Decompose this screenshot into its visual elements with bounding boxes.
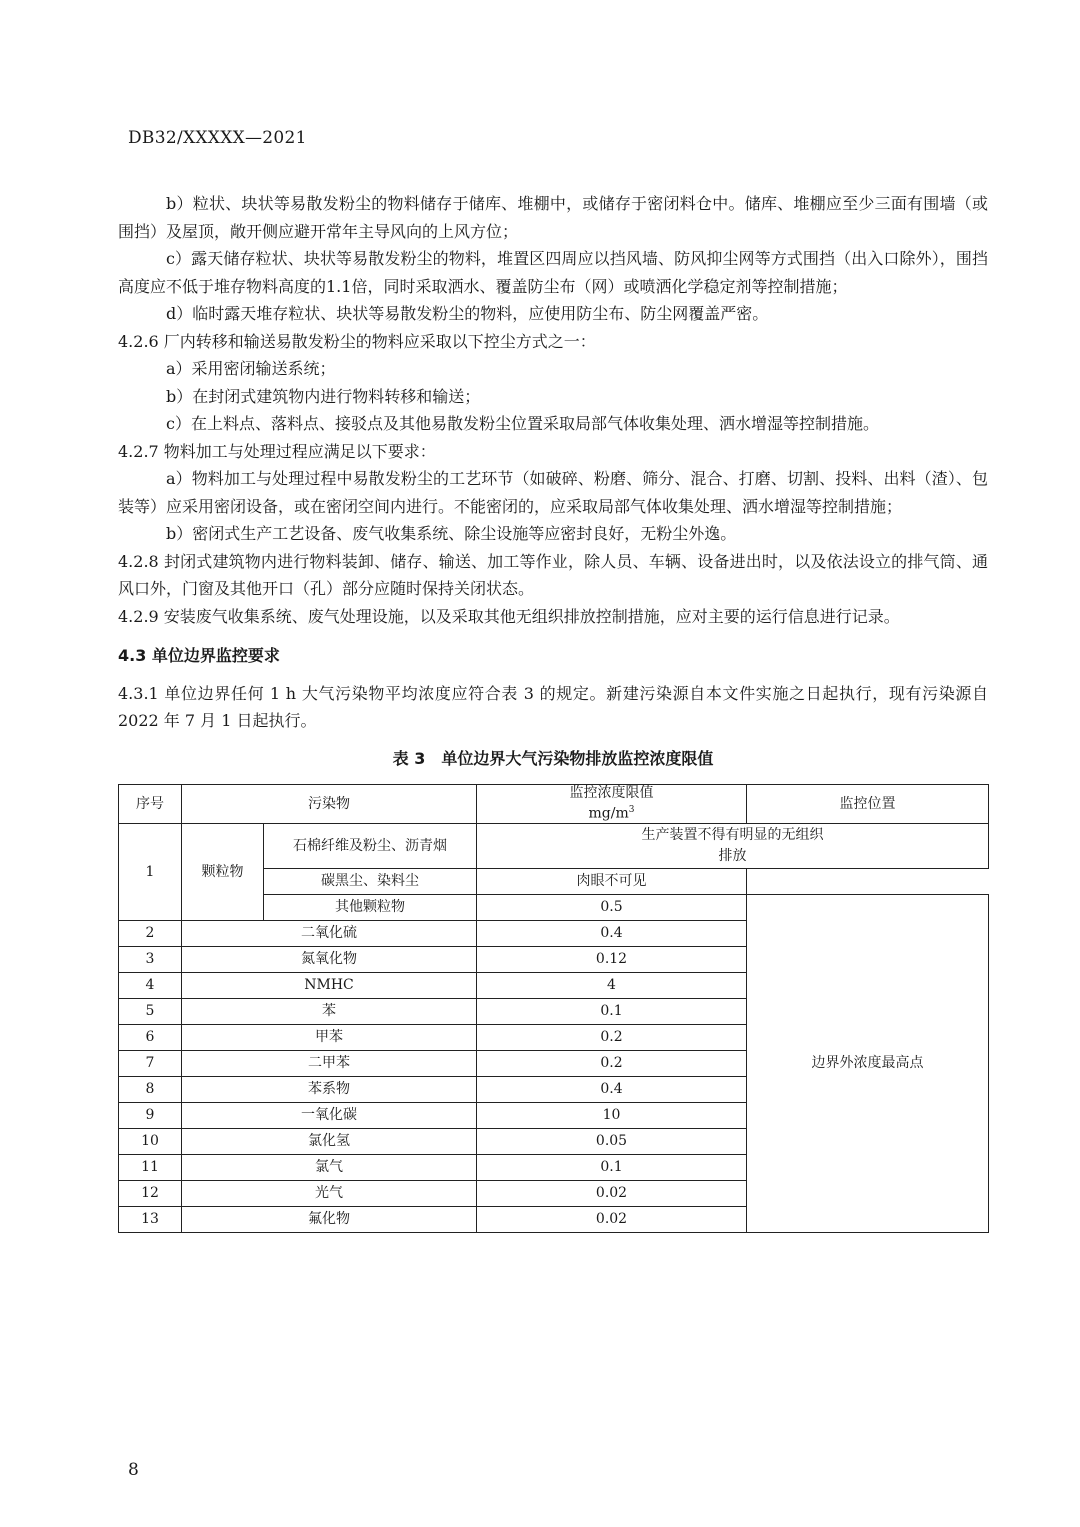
limit-cell: 0.02 (477, 1207, 747, 1233)
pollutant-cell: 氯化氢 (182, 1129, 477, 1155)
pollutant-cell: 甲苯 (182, 1025, 477, 1051)
limit-cell: 0.2 (477, 1051, 747, 1077)
pollutant-cell: 光气 (182, 1181, 477, 1207)
row-no-cell: 1 (119, 824, 182, 921)
limit-cell: 肉眼不可见 (477, 869, 747, 895)
paragraph: c）在上料点、落料点、接驳点及其他易散发粉尘位置采取局部气体收集处理、洒水增湿等控制措施。 (166, 414, 879, 433)
pollutant-cell: 石棉纤维及粉尘、沥青烟 (264, 824, 477, 869)
row-no-cell: 4 (119, 973, 182, 999)
table-header-row (119, 785, 989, 824)
position-cell: 边界外浓度最高点 (747, 895, 989, 1233)
paragraph: 4.2.6 厂内转移和输送易散发粉尘的物料应采取以下控尘方式之一： (118, 331, 596, 351)
limit-cell: 0.05 (477, 1129, 747, 1155)
header-pollutant: 污染物 (182, 785, 477, 824)
paragraph: 4.2.8 封闭式建筑物内进行物料装卸、储存、输送、加工等作业，除人员、车辆、设备进出时，以及依法设立的排气筒、通风口外，门窗及其他开口（孔）部分应随时保持关闭状态。 (118, 551, 988, 598)
particulate-group-cell: 颗粒物 (182, 824, 264, 921)
paragraph-list (118, 190, 988, 630)
document-id-header: DB32/XXXXX—2021 (128, 128, 307, 148)
section-paragraph: 4.3.1 单位边界任何 1 h 大气污染物平均浓度应符合表 3 的规定。新建污染源自本文件实施之日起执行，现有污染源自 2022 年 7 月 1 日起执行。 (118, 683, 988, 730)
pollutant-cell: 碳黑尘、染料尘 (264, 869, 477, 895)
limit-cell: 0.12 (477, 947, 747, 973)
pollutant-cell: 二氧化硫 (182, 921, 477, 947)
header-position: 监控位置 (747, 785, 989, 824)
pollutant-cell: NMHC (182, 973, 477, 999)
pollutant-cell: 氟化物 (182, 1207, 477, 1233)
header-no: 序号 (119, 785, 182, 824)
document-body (118, 190, 988, 1233)
pollutant-cell: 苯系物 (182, 1077, 477, 1103)
limit-cell: 10 (477, 1103, 747, 1129)
limit-cell: 0.02 (477, 1181, 747, 1207)
row-no-cell: 12 (119, 1181, 182, 1207)
paragraph: a）物料加工与处理过程中易散发粉尘的工艺环节（如破碎、粉磨、筛分、混合、打磨、切割、投料、出料（渣）、包装等）应采用密闭设备，或在密闭空间内进行。不能密闭的，应采取局部气体收集处理、洒水增湿等控制措施； (118, 469, 988, 516)
limit-cell: 0.4 (477, 921, 747, 947)
paragraph: b）密闭式生产工艺设备、废气收集系统、除尘设施等应密封良好，无粉尘外逸。 (166, 524, 737, 543)
row-no-cell: 3 (119, 947, 182, 973)
pollutant-cell: 氯气 (182, 1155, 477, 1181)
row-no-cell: 11 (119, 1155, 182, 1181)
row-no-cell: 9 (119, 1103, 182, 1129)
row-no-cell: 2 (119, 921, 182, 947)
paragraph: b）在封闭式建筑物内进行物料转移和输送； (166, 386, 481, 406)
paragraph: 4.2.9 安装废气收集系统、废气处理设施，以及采取其他无组织排放控制措施，应对主要的运行信息进行记录。 (118, 606, 900, 626)
pollutant-cell: 二甲苯 (182, 1051, 477, 1077)
row-no-cell: 7 (119, 1051, 182, 1077)
limit-cell: 生产装置不得有明显的无组织排放 (477, 824, 989, 869)
row-no-cell: 13 (119, 1207, 182, 1233)
paragraph: c）露天储存粒状、块状等易散发粉尘的物料，堆置区四周应以挡风墙、防风抑尘网等方式围挡（出入口除外），围挡高度应不低于堆存物料高度的1.1倍，同时采取洒水、覆盖防尘布（网）或喷洒化学稳定剂等控制措施； (118, 249, 988, 296)
table-row (119, 824, 989, 869)
limit-cell: 0.4 (477, 1077, 747, 1103)
paragraph: b）粒状、块状等易散发粉尘的物料储存于储库、堆棚中，或储存于密闭料仓中。储库、堆棚应至少三面有围墙（或围挡）及屋顶，敞开侧应避开常年主导风向的上风方位； (118, 194, 988, 241)
limit-cell: 4 (477, 973, 747, 999)
limit-cell: 0.1 (477, 999, 747, 1025)
pollutant-cell: 氮氧化物 (182, 947, 477, 973)
limit-cell: 0.2 (477, 1025, 747, 1051)
section-heading: 4.3 单位边界监控要求 (118, 646, 280, 665)
paragraph: d）临时露天堆存粒状、块状等易散发粉尘的物料，应使用防尘布、防尘网覆盖严密。 (166, 304, 769, 323)
pollutant-cell: 苯 (182, 999, 477, 1025)
pollutant-cell: 一氧化碳 (182, 1103, 477, 1129)
page-number: 8 (128, 1460, 139, 1480)
limit-cell: 0.1 (477, 1155, 747, 1181)
row-no-cell: 5 (119, 999, 182, 1025)
limits-table (118, 784, 989, 1233)
pollutant-cell: 其他颗粒物 (264, 895, 477, 921)
paragraph: 4.2.7 物料加工与处理过程应满足以下要求： (118, 441, 436, 461)
row-no-cell: 8 (119, 1077, 182, 1103)
row-no-cell: 6 (119, 1025, 182, 1051)
header-limit: 监控浓度限值 $mg/m^3$ (477, 785, 747, 824)
table-caption: 表 3 单位边界大气污染物排放监控浓度限值 (392, 748, 714, 768)
row-no-cell: 10 (119, 1129, 182, 1155)
paragraph: a）采用密闭输送系统； (166, 359, 336, 378)
limit-cell: 0.5 (477, 895, 747, 921)
